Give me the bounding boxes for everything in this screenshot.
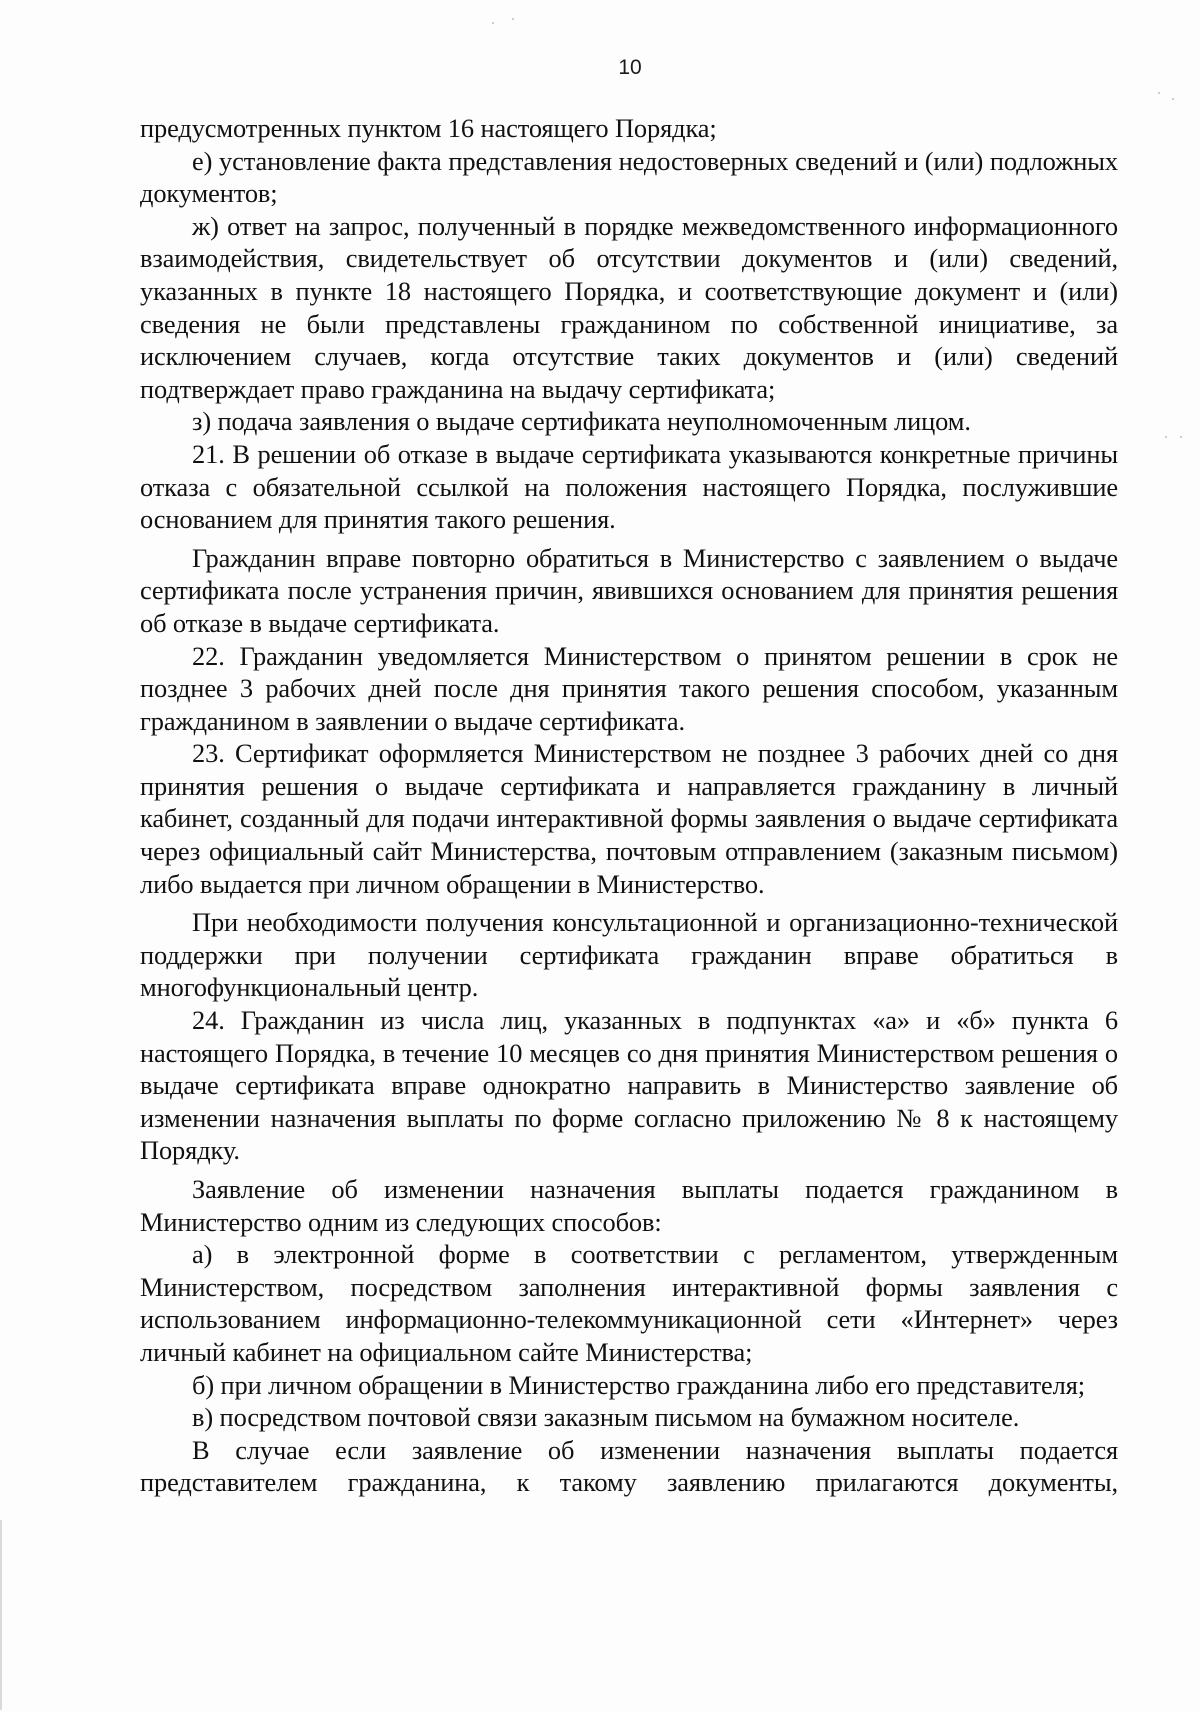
paragraph-23-second: При необходимости получения консультационной и организационно-технической поддержки при получении сертификата гражданин вправе обратиться в многофункциональный центр. [140,907,1118,1003]
paragraph-item-zh: ж) ответ на запрос, полученный в порядке межведомственного информационного взаимодействия, свидетельствует об отсутствии документов и (или) сведений, указанных в пункте 18 настоящего Порядка, и соответствующие документ и (или) сведения не были представлены гражданином по собственной инициативе, за исключением случаев, когда отсутствие таких документов и (или) сведений подтверждает право гражданина на выдачу сертификата; [140,210,1118,404]
scan-speck [1158,92,1160,94]
paragraph-representative: В случае если заявление об изменении назначения выплаты подается представителем гражданина, к такому заявлению прилагаются документы, [140,1434,1118,1498]
scan-speck [512,18,514,20]
scan-speck [1172,98,1174,100]
paragraph-22: 22. Гражданин уведомляется Министерством о принятом решении в срок не позднее 3 рабочих дней после дня принятия такого решения способом, указанным гражданином в заявлении о выдаче сертификата. [140,640,1118,736]
paragraph-23: 23. Сертификат оформляется Министерством не позднее 3 рабочих дней со дня принятия решения о выдаче сертификата и направляется гражданину в личный кабинет, созданный для подачи интерактивной формы заявления о выдаче сертификата через официальный сайт Министерства, почтовым отправлением (заказным письмом) либо выдается при личном обращении в Министерство. [140,738,1118,899]
paragraph-21: 21. В решении об отказе в выдаче сертификата указываются конкретные причины отказа с обязательной ссылкой на положения настоящего Порядка, послужившие основанием для принятия такого решения. [140,438,1118,535]
paragraph-item-z: з) подача заявления о выдаче сертификата неуполномоченным лицом. [192,406,971,437]
paragraph-method-v: в) посредством почтовой связи заказным письмом на бумажном носителе. [192,1402,1020,1433]
scan-speck [1180,436,1182,438]
scan-edge-shadow [0,1520,2,1710]
paragraph-24: 24. Гражданин из числа лиц, указанных в подпунктах «а» и «б» пункта 6 настоящего Порядка, в течение 10 месяцев со дня принятия Министерством решения о выдаче сертификата вправе однократно направить в Министерство заявление об изменении назначения выплаты по форме согласно приложению № 8 к настоящему Порядку. [140,1005,1118,1166]
paragraph-item-e: е) установление факта представления недостоверных сведений и (или) подложных документов; [140,145,1118,209]
paragraph-method-a: а) в электронной форме в соответствии с регламентом, утвержденным Министерством, посредством заполнения интерактивной формы заявления с использованием информационно-телекоммуникационной сети «Интернет» через личный кабинет на официальном сайте Министерства; [140,1239,1118,1367]
paragraph-24-methods-intro: Заявление об изменении назначения выплаты подается гражданином в Министерство одним из следующих способов: [140,1174,1118,1237]
paragraph-method-b: б) при личном обращении в Министерство гражданина либо его представителя; [192,1369,1085,1400]
paragraph-21-second: Гражданин вправе повторно обратиться в Министерство с заявлением о выдаче сертификата после устранения причин, явившихся основанием для принятия решения об отказе в выдаче сертификата. [140,542,1118,638]
page-number: 10 [618,56,642,79]
scan-speck [1165,436,1167,438]
document-body [140,112,1118,1499]
paragraph-continuation: предусмотренных пунктом 16 настоящего Порядка; [140,113,717,143]
scan-speck [492,22,494,24]
